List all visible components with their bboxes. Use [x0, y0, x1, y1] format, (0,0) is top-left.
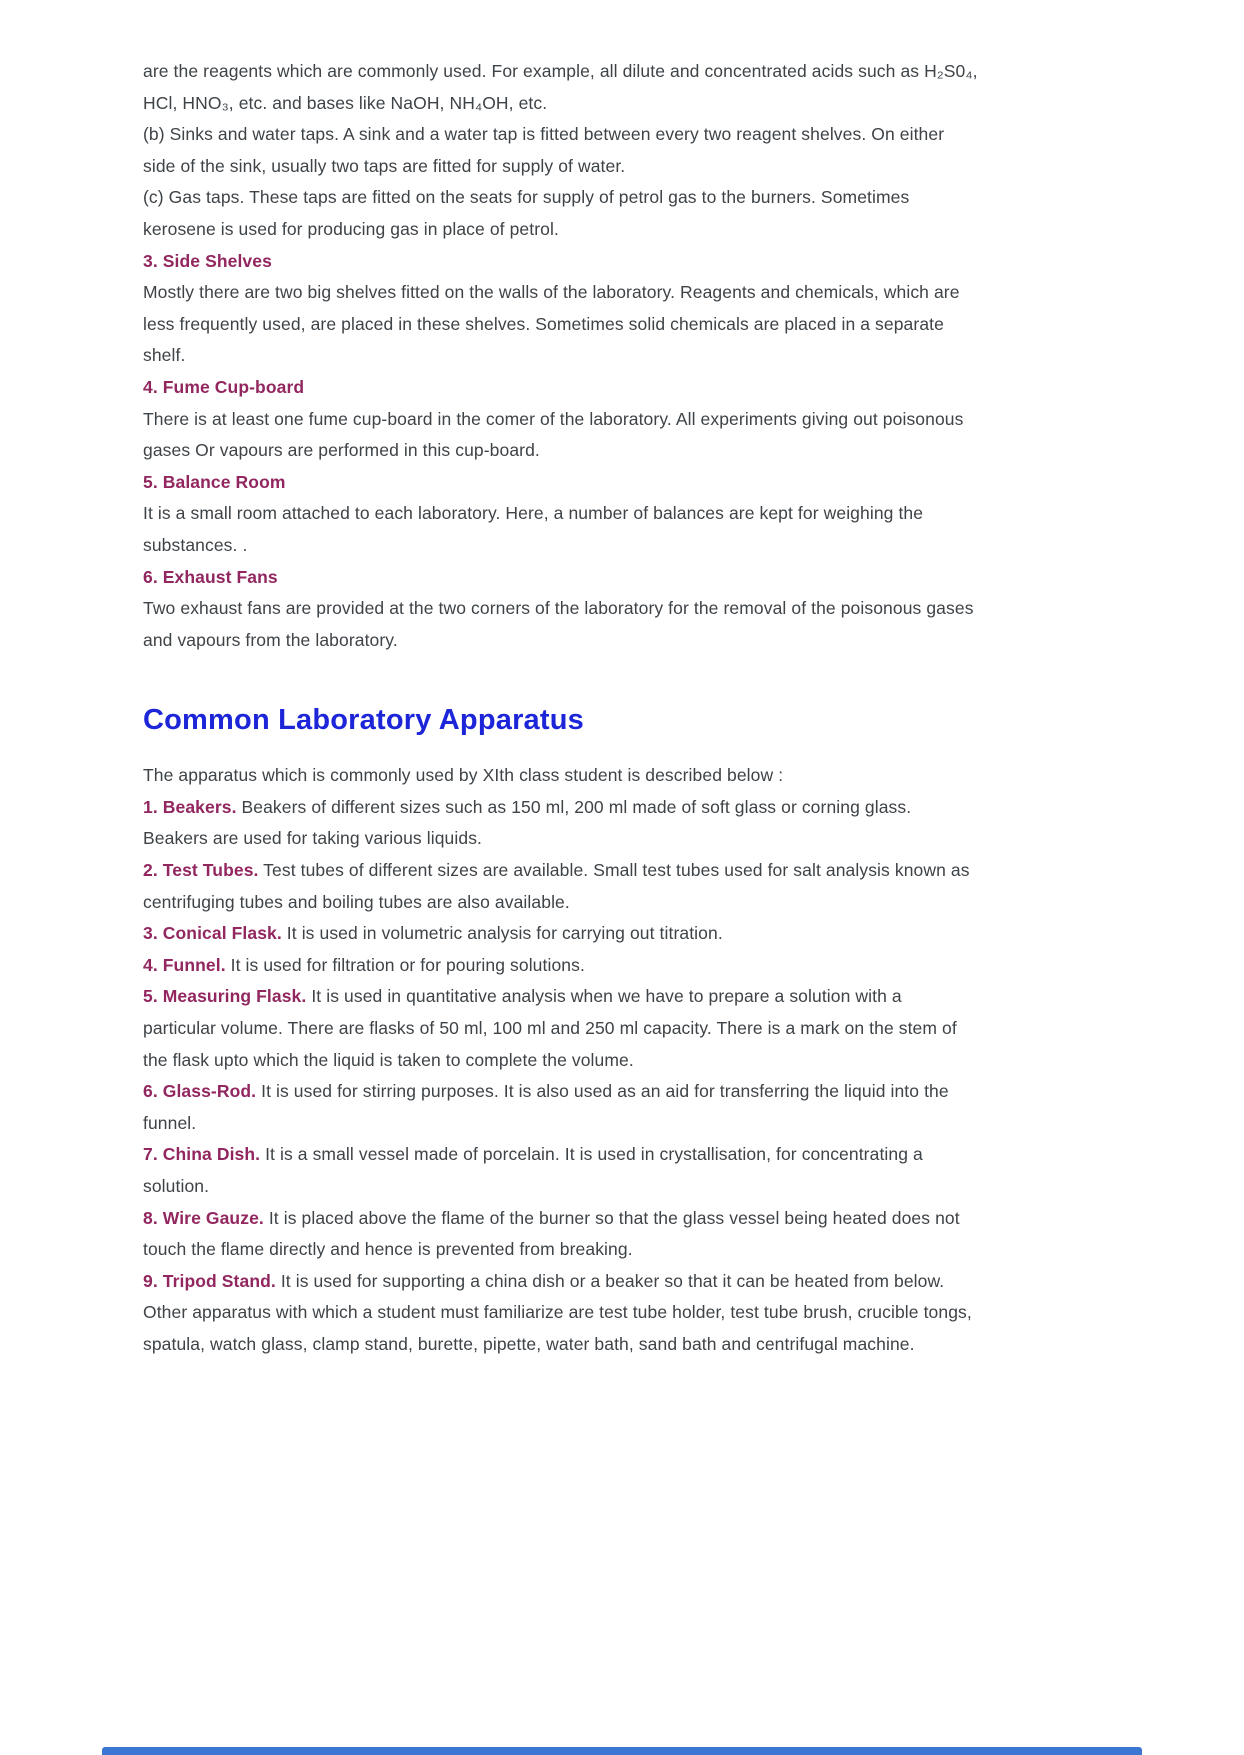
document-body [143, 56, 979, 1361]
paragraph: 8. Wire Gauze. It is placed above the flame of the burner so that the glass vessel being heated does not touch the flame directly and hence is prevented from breaking. [143, 1207, 960, 1260]
paragraph: 7. China Dish. It is a small vessel made of porcelain. It is used in crystallisation, for concentrating a solution. [143, 1144, 923, 1196]
apparatus-term-label: 3. Conical Flask. [143, 923, 282, 944]
apparatus-term-label: 2. Test Tubes. [143, 860, 259, 881]
section-title: Common Laboratory Apparatus [143, 704, 584, 737]
paragraph: Other apparatus with which a student must familiarize are test tube holder, test tube brush, crucible tongs, spatula, watch glass, clamp stand, burette, pipette, water bath, sand bath and centrifugal machine. [143, 1302, 972, 1354]
paragraph: The apparatus which is commonly used by XIth class student is described below : [143, 765, 784, 786]
paragraph: It is a small room attached to each laboratory. Here, a number of balances are kept for weighing the substances. . [143, 503, 924, 555]
paragraph: 2. Test Tubes. Test tubes of different sizes are available. Small test tubes used for salt analysis known as centrifuging tubes and boiling tubes are also available. [143, 860, 970, 912]
footer-bar [102, 1747, 1142, 1755]
apparatus-term-label: 4. Funnel. [143, 954, 226, 975]
paragraph: 6. Glass-Rod. It is used for stirring purposes. It is also used as an aid for transferring the liquid into the funnel. [143, 1081, 949, 1133]
paragraph: 3. Conical Flask. It is used in volumetric analysis for carrying out titration. [143, 923, 723, 944]
subsection-heading: 4. Fume Cup-board [143, 376, 305, 397]
apparatus-term-label: 9. Tripod Stand. [143, 1270, 276, 1291]
subsection-heading: 6. Exhaust Fans [143, 566, 278, 587]
subsection-heading: 3. Side Shelves [143, 250, 272, 271]
paragraph: 4. Funnel. It is used for filtration or for pouring solutions. [143, 954, 585, 975]
apparatus-term-label: 8. Wire Gauze. [143, 1207, 264, 1228]
paragraph: 1. Beakers. Beakers of different sizes such as 150 ml, 200 ml made of soft glass or corning glass. Beakers are used for taking various liquids. [143, 796, 912, 849]
paragraph: are the reagents which are commonly used. For example, all dilute and concentrated acids such as H₂S0₄, HCl, HNO₃, etc. and bases like NaOH, NH₄OH, etc. [143, 61, 978, 113]
apparatus-term-label: 5. Measuring Flask. [143, 986, 307, 1007]
paragraph: (b) Sinks and water taps. A sink and a water tap is fitted between every two reagent shelves. On either side of the sink, usually two taps are fitted for supply of water. [143, 124, 945, 176]
apparatus-term-label: 6. Glass-Rod. [143, 1081, 257, 1102]
apparatus-term-label: 7. China Dish. [143, 1144, 261, 1165]
paragraph: (c) Gas taps. These taps are fitted on the seats for supply of petrol gas to the burners. Sometimes kerosene is used for producing gas in place of petrol. [143, 187, 910, 239]
paragraph: Two exhaust fans are provided at the two corners of the laboratory for the removal of the poisonous gases and vapours from the laboratory. [143, 598, 974, 650]
paragraph: 9. Tripod Stand. It is used for supporting a china dish or a beaker so that it can be heated from below. [143, 1270, 945, 1291]
paragraph: There is at least one fume cup-board in the comer of the laboratory. All experiments giving out poisonous gases Or vapours are performed in this cup-board. [143, 408, 964, 461]
paragraph: Mostly there are two big shelves fitted on the walls of the laboratory. Reagents and chemicals, which are less frequently used, are placed in these shelves. Sometimes solid chemicals are placed in a separate shelf. [143, 282, 960, 366]
subsection-heading: 5. Balance Room [143, 471, 286, 492]
paragraph: 5. Measuring Flask. It is used in quantitative analysis when we have to prepare a solution with a particular volume. There are flasks of 50 ml, 100 ml and 250 ml capacity. There is a mark on the stem of the flask upto which the liquid is taken to complete the volume. [143, 986, 957, 1070]
apparatus-term-label: 1. Beakers. [143, 796, 237, 817]
